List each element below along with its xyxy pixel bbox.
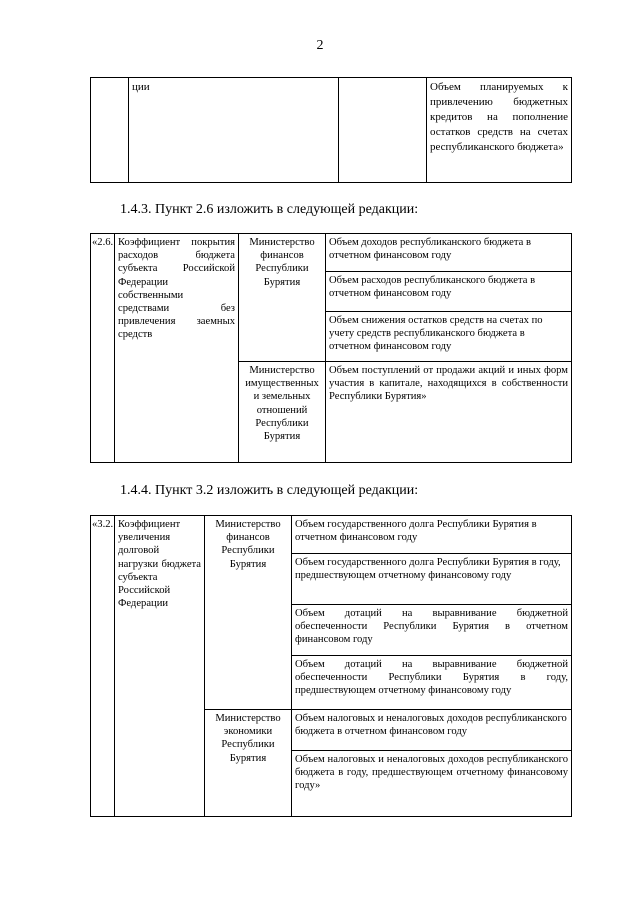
- ministry-name: Министерство финансов Республики Бурятия: [239, 234, 326, 362]
- page-number: 2: [316, 38, 324, 53]
- cell-indicator-tail: ции: [129, 78, 339, 183]
- source-row: Объем государственного долга Республики Бурятия в году, предшествующем отчетному финансовому году: [292, 554, 572, 605]
- ministry-name: Министерство имущественных и земельных отношений Республики Бурятия: [239, 362, 326, 463]
- item-number: «3.2.: [91, 516, 115, 817]
- source-row: Объем дотаций на выравнивание бюджетной обеспеченности Республики Бурятия в году, предшествующем отчетному финансовому году: [292, 656, 572, 710]
- ministry-name: Министерство экономики Республики Бурятия: [205, 710, 292, 817]
- cell-empty: [91, 78, 129, 183]
- source-row: Объем государственного долга Республики Бурятия в отчетном финансовом году: [292, 516, 572, 554]
- table-item-3-2: [90, 515, 572, 817]
- source-row: Объем налоговых и неналоговых доходов республиканского бюджета в году, предшествующем отчетному финансовому году»: [292, 751, 572, 817]
- table-row: [91, 234, 572, 272]
- table-row: [91, 516, 572, 554]
- source-row: Объем расходов республиканского бюджета в отчетном финансовом году: [326, 272, 572, 312]
- source-row: Объем дотаций на выравнивание бюджетной обеспеченности Республики Бурятия в отчетном финансовом году: [292, 605, 572, 656]
- cell-source: Объем планируемых к привлечению бюджетных кредитов на пополнение остатков средств на счетах республиканского бюджета»: [427, 78, 572, 183]
- table-item-2-6: [90, 233, 572, 463]
- source-row: Объем налоговых и неналоговых доходов республиканского бюджета в отчетном финансовом году: [292, 710, 572, 751]
- top-table-continuation: [90, 77, 572, 183]
- indicator-name: Коэффициент покрытия расходов бюджета субъекта Российской Федерации собственными средствами без привлечения заемных средств: [115, 234, 239, 463]
- section-heading-1-4-3: 1.4.3. Пункт 2.6 изложить в следующей редакции:: [120, 202, 419, 217]
- source-row: Объем поступлений от продажи акций и иных форм участия в капитале, находящихся в собственности Республики Бурятия»: [326, 362, 572, 463]
- cell-empty: [339, 78, 427, 183]
- source-row: Объем снижения остатков средств на счетах по учету средств республиканского бюджета в отчетном финансовом году: [326, 312, 572, 362]
- item-number: «2.6.: [91, 234, 115, 463]
- ministry-name: Министерство финансов Республики Бурятия: [205, 516, 292, 710]
- table-row: [91, 78, 572, 183]
- indicator-name: Коэффициент увеличения долговой нагрузки бюджета субъекта Российской Федерации: [115, 516, 205, 817]
- source-row: Объем доходов республиканского бюджета в отчетном финансовом году: [326, 234, 572, 272]
- section-heading-1-4-4: 1.4.4. Пункт 3.2 изложить в следующей редакции:: [120, 483, 419, 498]
